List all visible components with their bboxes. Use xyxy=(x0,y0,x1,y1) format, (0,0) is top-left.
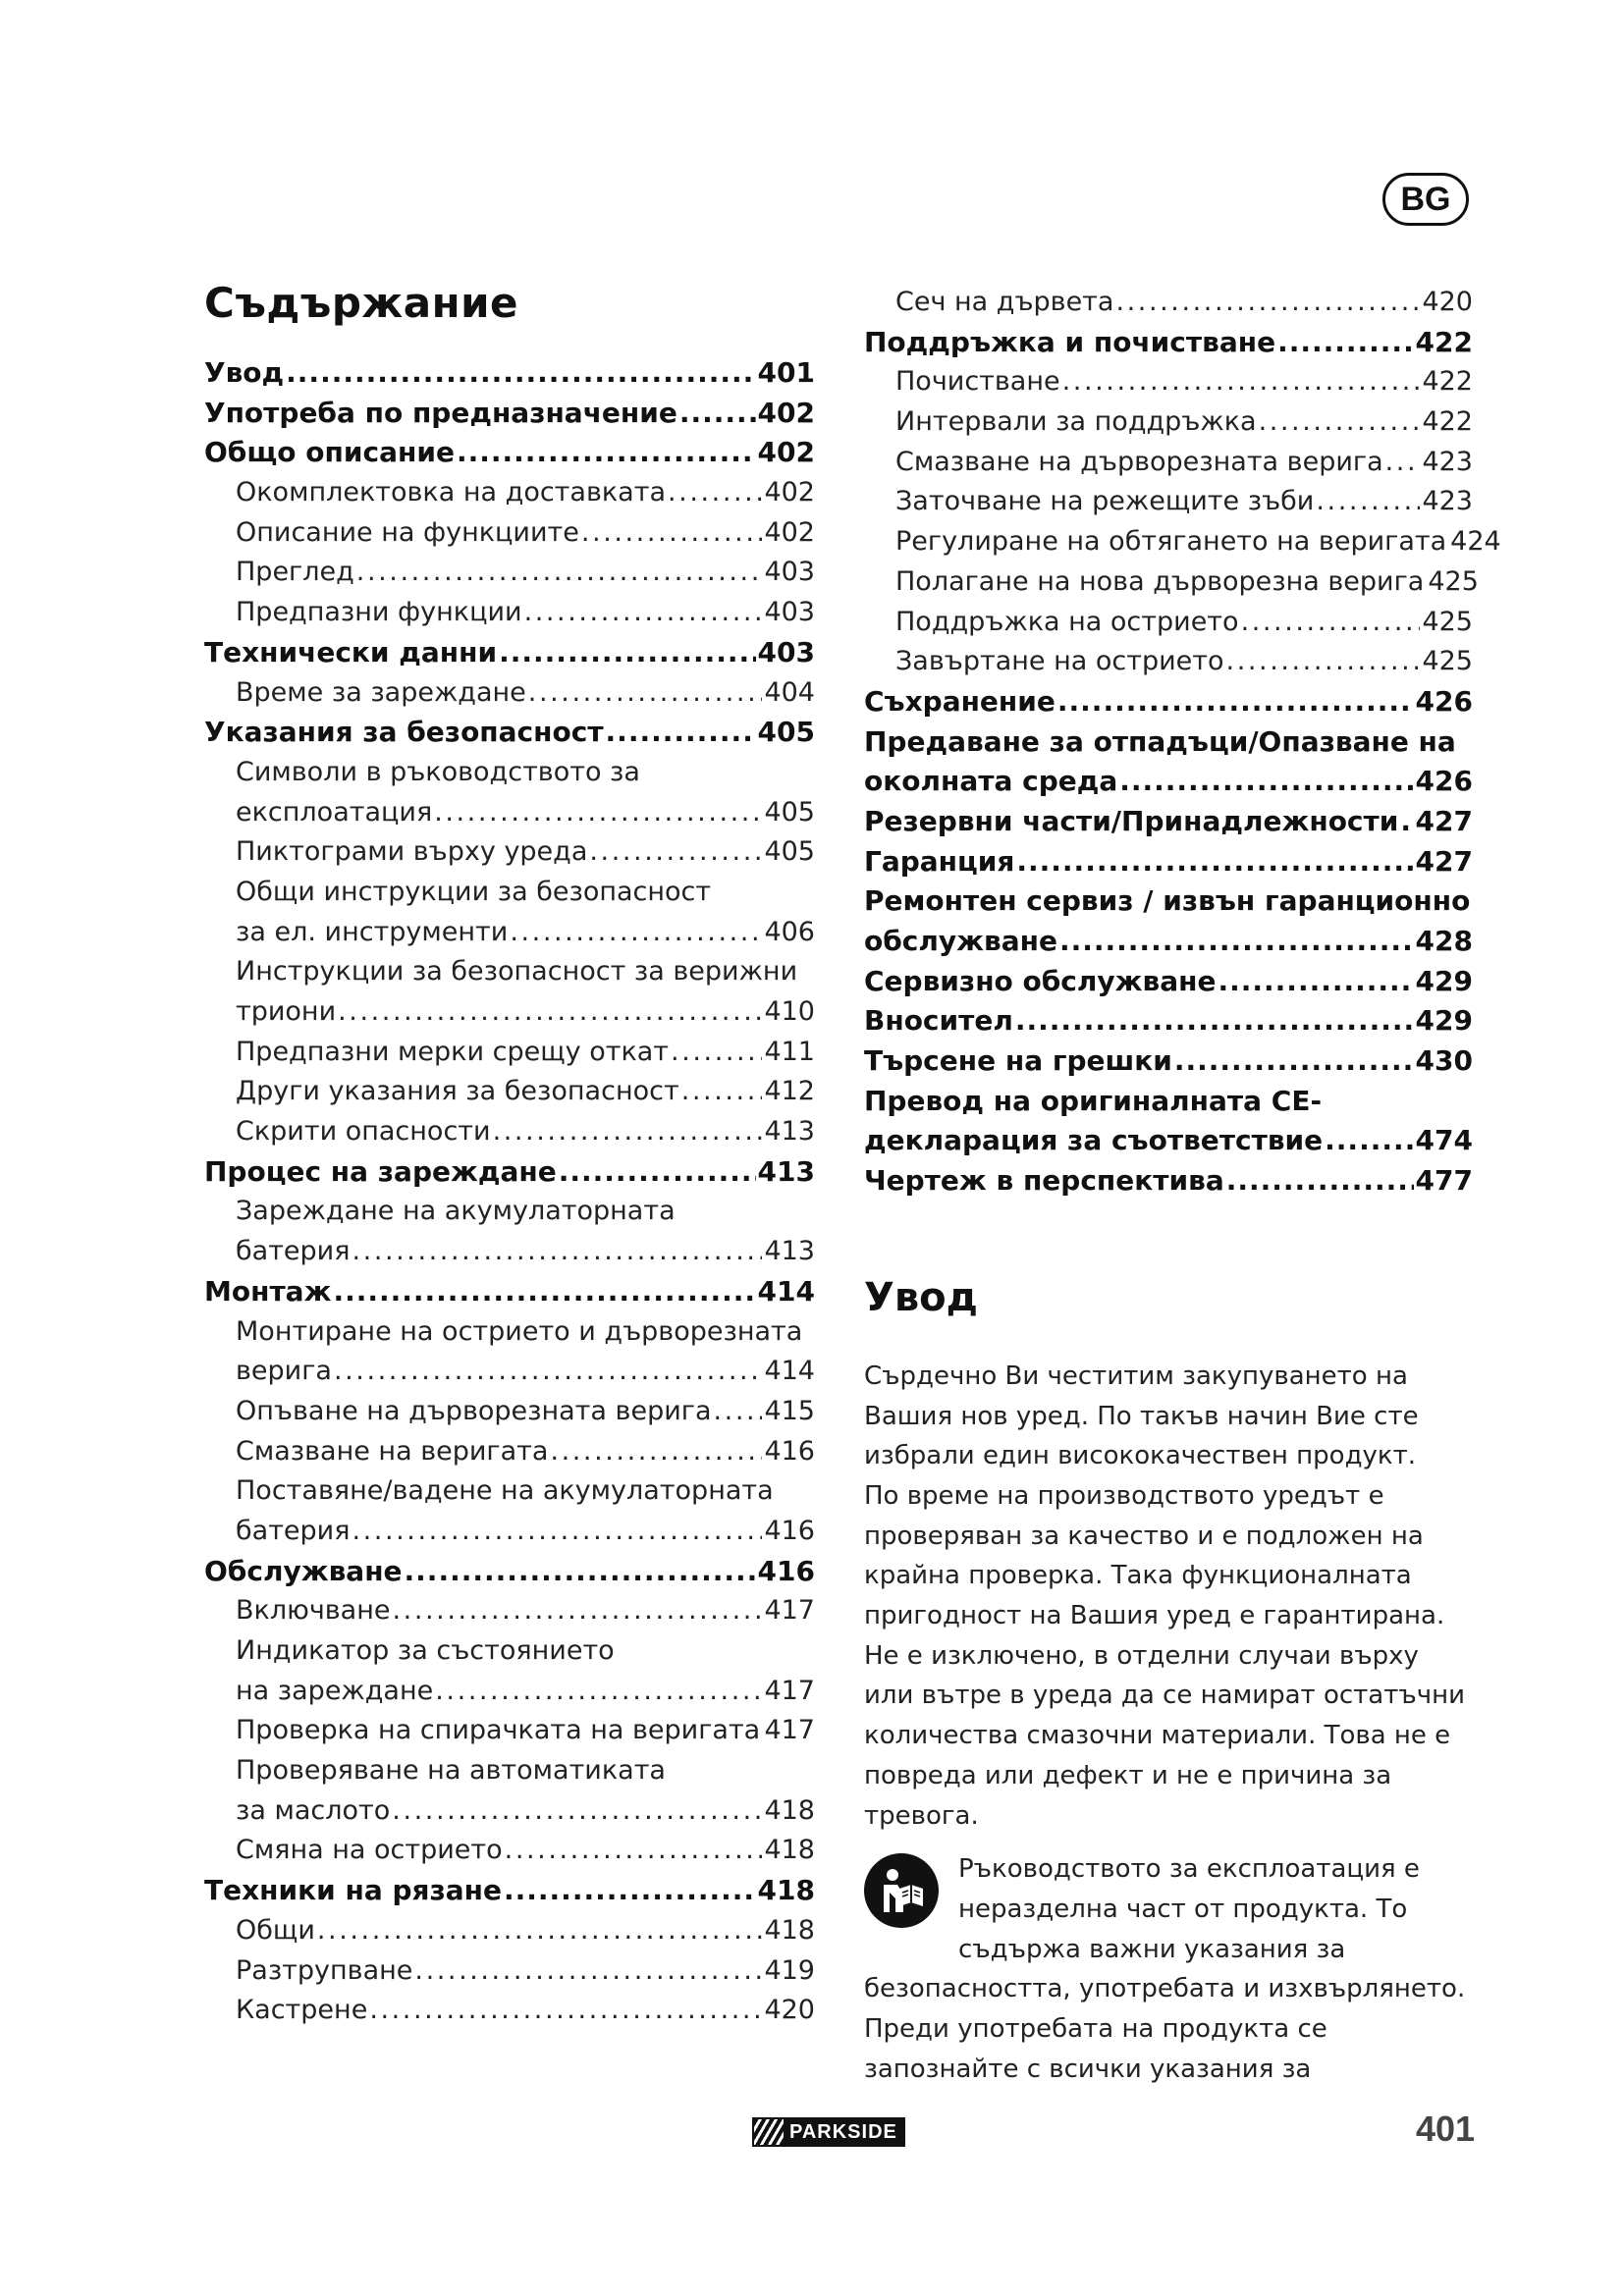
toc-entry-page: 412 xyxy=(764,1076,815,1107)
toc-entry-page: 415 xyxy=(764,1395,815,1426)
toc-entry-label: Обслужване xyxy=(204,1554,403,1587)
toc-entry-label: Поставяне/вадене на акумулаторната xyxy=(236,1475,774,1507)
toc-leader-dots xyxy=(457,433,756,473)
toc-entry-page: 410 xyxy=(764,996,815,1027)
toc-leader-dots xyxy=(1259,402,1421,443)
toc-entry xyxy=(204,1072,815,1112)
toc-leader-dots xyxy=(352,1512,762,1552)
toc-leader-dots xyxy=(393,1591,763,1631)
toc-entry xyxy=(204,913,815,953)
toc-entry-label: Смазване на дърворезната верига xyxy=(895,446,1383,477)
toc-entry-page: 474 xyxy=(1415,1124,1473,1157)
toc-left-column xyxy=(204,265,815,2031)
toc-entry-label: Гаранция xyxy=(864,844,1015,878)
toc-leader-dots xyxy=(286,353,755,394)
toc-entry-page: 420 xyxy=(764,1995,815,2026)
toc-entry xyxy=(864,722,1473,763)
toc-entry xyxy=(864,1001,1473,1041)
toc-entry-label: Проверяване на автоматиката xyxy=(236,1755,666,1787)
toc-entry-label: Търсене на грешки xyxy=(864,1044,1172,1078)
toc-entry xyxy=(204,1911,815,1951)
toc-entry xyxy=(204,1831,815,1871)
toc-entry-label: Зареждане на акумулаторната xyxy=(236,1196,676,1227)
toc-leader-dots xyxy=(1016,842,1413,882)
manual-note-text: Ръководството за експлоатация е неразделна част от продукта. То съдържа важни указания за безопасността, употребата и изхвърлянето. Преди употребата на продукта се запознайте с всички указания за xyxy=(864,1854,1466,2084)
toc-leader-dots xyxy=(1316,482,1420,522)
toc-entry-label: Сеч на дървета xyxy=(895,287,1114,317)
toc-entry-label: Общо описание xyxy=(204,436,455,469)
toc-entry-page: 420 xyxy=(1422,287,1473,317)
toc-entry-label: батерия xyxy=(236,1236,351,1267)
toc-entry-label: Процес на зареждане xyxy=(204,1154,557,1188)
toc-entry-page: 425 xyxy=(1428,565,1479,597)
toc-leader-dots xyxy=(528,673,763,714)
toc-entry xyxy=(204,832,815,873)
toc-entry-label: триони xyxy=(236,996,337,1027)
toc-entry-label: Общи инструкции за безопасност xyxy=(236,876,712,907)
toc-leader-dots xyxy=(713,1392,762,1432)
toc-entry-label: Пиктограми върху уреда xyxy=(236,836,588,868)
toc-entry xyxy=(204,353,815,394)
toc-entry-page: 427 xyxy=(1415,804,1473,837)
toc-right-column xyxy=(864,283,1501,2089)
toc-leader-dots xyxy=(581,513,763,554)
toc-entry-page: 422 xyxy=(1415,325,1473,358)
toc-leader-dots xyxy=(671,1033,762,1073)
toc-entry-page: 416 xyxy=(764,1435,815,1467)
toc-entry xyxy=(864,283,1473,323)
toc-entry-label: за маслото xyxy=(236,1794,391,1826)
toc-entry xyxy=(864,603,1473,643)
toc-leader-dots xyxy=(1218,962,1413,1002)
toc-entry-label: Поддръжка на острието xyxy=(895,606,1239,637)
toc-entry xyxy=(204,1711,815,1751)
toc-entry-label: Заточване на режещите зъби xyxy=(895,486,1315,517)
toc-entry-label: Проверка на спирачката на веригата xyxy=(236,1715,761,1746)
toc-entry xyxy=(204,1112,815,1152)
toc-entry xyxy=(204,873,815,913)
logo-brand-text: PARKSIDE xyxy=(784,2119,903,2145)
toc-entry xyxy=(864,402,1473,443)
toc-entry-label: Поддръжка и почистване xyxy=(864,325,1276,358)
toc-entry-label: Описание на функциите xyxy=(236,516,579,548)
toc-leader-dots xyxy=(668,473,762,513)
toc-entry-page: 425 xyxy=(1422,646,1473,677)
toc-entry-label: Технически данни xyxy=(204,635,498,668)
toc-entry-page: 416 xyxy=(764,1515,815,1546)
toc-entry-label: Кастрене xyxy=(236,1995,368,2026)
toc-entry-page: 405 xyxy=(764,836,815,868)
toc-leader-dots xyxy=(352,1232,762,1272)
toc-entry-page: 414 xyxy=(764,1356,815,1387)
toc-entry xyxy=(864,562,1479,603)
toc-entry-label: Общи xyxy=(236,1914,315,1946)
toc-leader-dots xyxy=(493,1112,763,1152)
toc-entry-label: експлоатация xyxy=(236,796,433,828)
toc-entry-page: 427 xyxy=(1415,844,1473,878)
toc-entry xyxy=(204,473,815,513)
toc-list-left xyxy=(204,353,815,2031)
toc-entry xyxy=(864,1121,1473,1161)
toc-entry xyxy=(864,881,1473,922)
toc-entry-page: 404 xyxy=(764,676,815,708)
manual-note xyxy=(864,1849,1473,2089)
toc-entry xyxy=(204,713,815,753)
toc-entry xyxy=(204,1631,815,1672)
toc-leader-dots xyxy=(499,633,755,673)
toc-entry-label: Смяна на острието xyxy=(236,1835,503,1866)
toc-entry-page: 428 xyxy=(1415,925,1473,957)
toc-entry-label: околната среда xyxy=(864,765,1118,798)
toc-entry xyxy=(864,762,1473,802)
parkside-logo xyxy=(752,2117,905,2147)
toc-entry-label: на зареждане xyxy=(236,1675,434,1706)
toc-leader-dots xyxy=(435,1672,762,1712)
toc-entry-page: 413 xyxy=(764,1236,815,1267)
toc-entry-label: Монтаж xyxy=(204,1274,332,1308)
toc-entry-label: Полагане на нова дърворезна верига xyxy=(895,565,1425,597)
toc-entry-page: 417 xyxy=(764,1595,815,1627)
toc-entry-label: Смазване на веригата xyxy=(236,1435,549,1467)
toc-entry-label: Включване xyxy=(236,1595,391,1627)
toc-leader-dots xyxy=(510,913,762,953)
toc-entry xyxy=(204,753,815,793)
toc-entry xyxy=(864,1082,1473,1122)
toc-entry-page: 429 xyxy=(1415,964,1473,997)
toc-entry-label: декларация за съответствие xyxy=(864,1124,1324,1157)
toc-entry-label: Разтрупване xyxy=(236,1954,413,1986)
toc-entry xyxy=(204,553,815,593)
toc-entry xyxy=(204,1672,815,1712)
toc-entry-label: Вносител xyxy=(864,1004,1013,1038)
toc-entry-label: Предпазни мерки срещу откат xyxy=(236,1036,670,1067)
toc-entry-label: Преглед xyxy=(236,557,354,588)
toc-entry-page: 405 xyxy=(764,796,815,828)
toc-entry-label: Употреба по предназначение xyxy=(204,396,677,429)
toc-entry-page: 405 xyxy=(757,716,815,749)
toc-leader-dots xyxy=(559,1152,756,1193)
toc-entry-label: Чертеж в перспектива xyxy=(864,1164,1224,1198)
toc-entry-label: за ел. инструменти xyxy=(236,916,509,947)
toc-leader-dots xyxy=(356,553,763,593)
toc-entry-label: Други указания за безопасност xyxy=(236,1076,679,1107)
toc-entry-page: 403 xyxy=(764,597,815,628)
toc-entry-page: 477 xyxy=(1415,1164,1473,1198)
toc-entry xyxy=(864,642,1473,682)
toc-leader-dots xyxy=(1174,1041,1414,1082)
read-manual-icon xyxy=(864,1853,939,1928)
toc-entry-page: 418 xyxy=(764,1914,815,1946)
toc-entry-page: 418 xyxy=(764,1794,815,1826)
toc-entry xyxy=(204,1552,815,1592)
toc-entry-page: 422 xyxy=(1422,366,1473,398)
toc-entry-label: Интервали за поддръжка xyxy=(895,406,1257,438)
toc-entry-page: 430 xyxy=(1415,1044,1473,1078)
toc-leader-dots xyxy=(1226,1161,1414,1201)
toc-entry-page: 417 xyxy=(764,1715,815,1746)
toc-entry-label: Резервни части/Принадлежности xyxy=(864,804,1399,837)
toc-entry-page: 425 xyxy=(1422,606,1473,637)
toc-leader-dots xyxy=(369,1991,762,2031)
toc-entry-label: Монтиране на острието и дърворезната xyxy=(236,1315,803,1347)
toc-entry xyxy=(864,842,1473,882)
page-number: 401 xyxy=(1416,2109,1476,2149)
toc-entry-page: 402 xyxy=(757,396,815,429)
toc-entry-label: Завъртане на острието xyxy=(895,646,1224,677)
toc-entry-page: 418 xyxy=(764,1835,815,1866)
toc-entry-label: Опъване на дърворезната верига xyxy=(236,1395,712,1426)
toc-entry-label: Символи в ръководството за xyxy=(236,756,640,787)
toc-entry xyxy=(864,962,1473,1002)
toc-entry-label: Техники на рязане xyxy=(204,1874,502,1907)
toc-entry xyxy=(204,1152,815,1193)
toc-entry-label: батерия xyxy=(236,1515,351,1546)
intro-text xyxy=(864,1357,1473,1836)
toc-entry xyxy=(864,443,1473,483)
toc-entry xyxy=(204,793,815,833)
toc-entry-page: 418 xyxy=(757,1874,815,1907)
toc-entry xyxy=(864,323,1473,363)
toc-entry-label: Почистване xyxy=(895,366,1060,398)
toc-leader-dots xyxy=(1119,762,1413,802)
toc-entry xyxy=(204,1392,815,1432)
toc-leader-dots xyxy=(606,713,756,753)
toc-entry-label: Съхранение xyxy=(864,684,1056,718)
toc-entry-label: Индикатор за състоянието xyxy=(236,1635,615,1666)
toc-entry xyxy=(204,1471,815,1512)
toc-entry-label: Скрити опасности xyxy=(236,1116,491,1148)
toc-entry-page: 411 xyxy=(764,1036,815,1067)
toc-entry xyxy=(204,593,815,633)
intro-paragraph-2: По време на производството уредът е проверяван за качество и е подложен на крайна проверка. Така функционалната пригодност на Вашия уред е гарантирана. Не е изключено, в отделни случаи върху или вътре в уреда да се намират остатъчни количества смазочни материали. Това не е повреда или дефект и не е причина за тревога. xyxy=(864,1480,1466,1831)
toc-leader-dots xyxy=(405,1552,756,1592)
toc-leader-dots xyxy=(1062,362,1421,402)
toc-entry-page: 402 xyxy=(764,477,815,508)
intro-title: Увод xyxy=(864,1274,978,1320)
toc-entry xyxy=(204,1352,815,1392)
toc-entry xyxy=(204,1791,815,1832)
toc-entry-label: Предпазни функции xyxy=(236,597,522,628)
toc-entry xyxy=(864,682,1473,722)
toc-leader-dots xyxy=(524,593,763,633)
logo-stripes xyxy=(754,2119,784,2145)
toc-entry-label: Инструкции за безопасност за верижни xyxy=(236,956,798,988)
toc-leader-dots xyxy=(679,394,756,434)
toc-leader-dots xyxy=(338,992,762,1033)
toc-entry-page: 413 xyxy=(757,1154,815,1188)
toc-entry xyxy=(204,1512,815,1552)
language-badge: BG xyxy=(1382,173,1469,226)
toc-entry-page: 422 xyxy=(1422,406,1473,438)
toc-entry-label: Регулиране на обтягането на веригата xyxy=(895,526,1447,558)
toc-entry-label: Предаване за отпадъци/Опазване на xyxy=(864,724,1456,758)
toc-entry-label: Превод на оригиналната CE- xyxy=(864,1084,1323,1117)
toc-leader-dots xyxy=(317,1911,763,1951)
toc-entry-page: 403 xyxy=(764,557,815,588)
toc-entry-page: 403 xyxy=(757,635,815,668)
toc-title: Съдържание xyxy=(204,279,518,327)
toc-entry xyxy=(204,1951,815,1992)
toc-leader-dots xyxy=(414,1951,762,1992)
toc-entry xyxy=(204,1192,815,1232)
toc-entry xyxy=(204,992,815,1033)
toc-leader-dots xyxy=(1015,1001,1414,1041)
toc-entry xyxy=(204,952,815,992)
toc-leader-dots xyxy=(681,1072,763,1112)
toc-entry-label: Увод xyxy=(204,356,285,389)
toc-entry-page: 424 xyxy=(1450,526,1501,558)
toc-entry xyxy=(204,1991,815,2031)
toc-entry-label: Време за зареждане xyxy=(236,676,526,708)
toc-entry xyxy=(204,1312,815,1353)
toc-leader-dots xyxy=(334,1352,763,1392)
toc-entry xyxy=(204,1232,815,1272)
toc-entry xyxy=(204,433,815,473)
toc-entry-page: 426 xyxy=(1415,765,1473,798)
toc-entry xyxy=(204,1591,815,1631)
toc-leader-dots xyxy=(505,1831,763,1871)
toc-leader-dots xyxy=(504,1871,756,1911)
toc-entry-label: Указания за безопасност xyxy=(204,716,604,749)
toc-leader-dots xyxy=(550,1432,762,1472)
toc-leader-dots xyxy=(1277,323,1413,363)
toc-entry xyxy=(864,1161,1473,1201)
toc-entry-page: 423 xyxy=(1422,446,1473,477)
toc-leader-dots xyxy=(434,793,762,833)
toc-entry-label: верига xyxy=(236,1356,332,1387)
toc-leader-dots xyxy=(1057,682,1414,722)
toc-leader-dots xyxy=(1400,802,1413,842)
toc-entry-page: 416 xyxy=(757,1554,815,1587)
toc-entry-label: обслужване xyxy=(864,925,1057,957)
toc-entry-page: 402 xyxy=(757,436,815,469)
toc-leader-dots xyxy=(1115,283,1420,323)
toc-leader-dots xyxy=(1059,922,1414,962)
toc-entry xyxy=(204,513,815,554)
toc-entry-page: 417 xyxy=(764,1675,815,1706)
toc-entry-page: 414 xyxy=(757,1274,815,1308)
toc-leader-dots xyxy=(333,1272,755,1312)
toc-entry xyxy=(204,1751,815,1791)
toc-entry-page: 413 xyxy=(764,1116,815,1148)
toc-entry xyxy=(204,394,815,434)
toc-leader-dots xyxy=(1325,1121,1413,1161)
toc-leader-dots xyxy=(1385,443,1421,483)
toc-entry xyxy=(864,522,1501,562)
toc-leader-dots xyxy=(1241,603,1421,643)
toc-entry-label: Окомплектовка на доставката xyxy=(236,477,666,508)
toc-entry-page: 401 xyxy=(757,356,815,389)
toc-entry xyxy=(864,482,1473,522)
toc-entry xyxy=(204,1432,815,1472)
toc-entry xyxy=(204,1871,815,1911)
toc-entry xyxy=(864,802,1473,842)
toc-entry xyxy=(864,362,1473,402)
toc-leader-dots xyxy=(589,832,762,873)
toc-entry xyxy=(204,673,815,714)
intro-paragraph-1: Сърдечно Ви честитим закупуването на Вашия нов уред. По такъв начин Вие сте избрали един висококачествен продукт. xyxy=(864,1361,1419,1471)
toc-entry xyxy=(864,1041,1473,1082)
toc-leader-dots xyxy=(1226,642,1421,682)
toc-entry-label: Сервизно обслужване xyxy=(864,964,1217,997)
toc-entry-page: 423 xyxy=(1422,486,1473,517)
toc-entry xyxy=(204,1272,815,1312)
toc-list-right xyxy=(864,283,1501,1201)
toc-entry xyxy=(204,633,815,673)
toc-entry-page: 426 xyxy=(1415,684,1473,718)
toc-leader-dots xyxy=(392,1791,762,1832)
toc-entry-page: 406 xyxy=(764,916,815,947)
toc-entry-page: 419 xyxy=(764,1954,815,1986)
toc-entry-label: Ремонтен сервиз / извън гаранционно xyxy=(864,884,1471,918)
toc-entry-page: 429 xyxy=(1415,1004,1473,1038)
toc-entry-page: 402 xyxy=(764,516,815,548)
toc-entry xyxy=(864,922,1473,962)
toc-entry xyxy=(204,1033,815,1073)
